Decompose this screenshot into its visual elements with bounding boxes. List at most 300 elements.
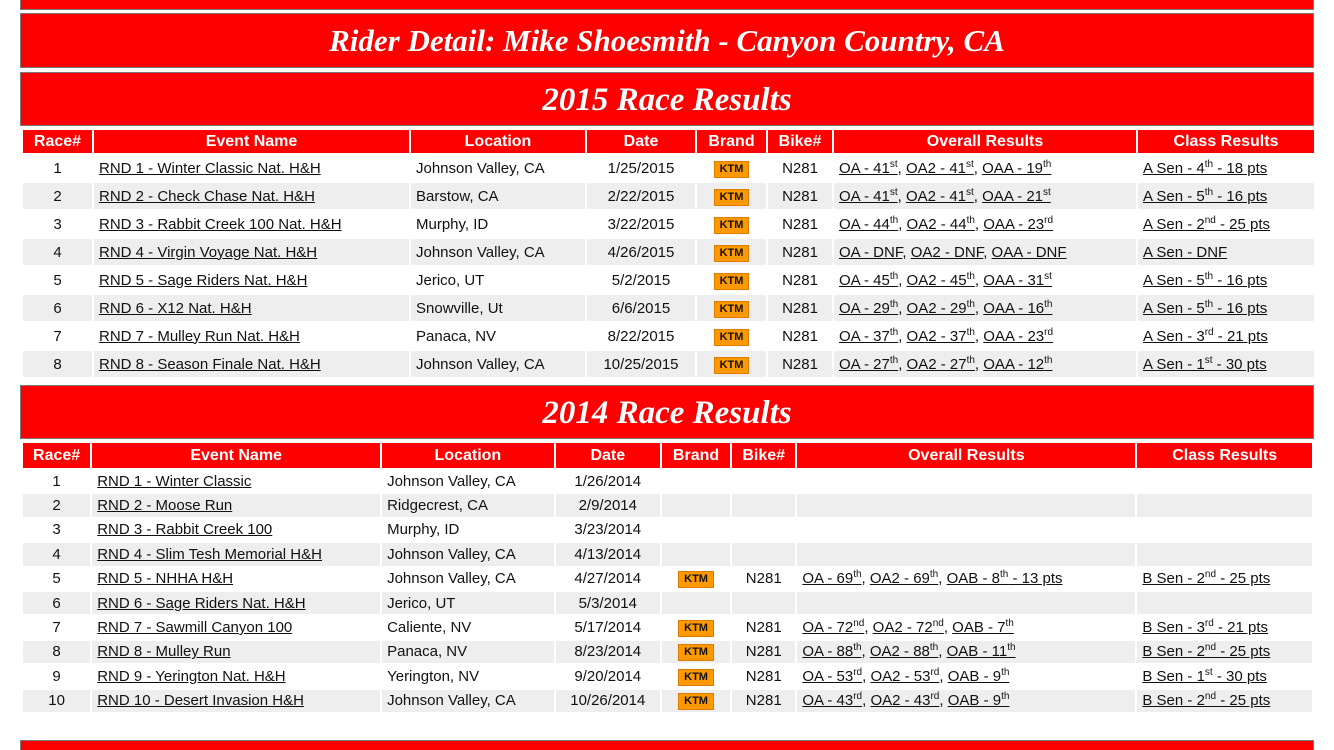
race-number: 5	[23, 568, 90, 590]
date: 8/22/2015	[587, 323, 695, 349]
overall-results: OA - 45th, OA2 - 45th, OAA - 31st	[834, 267, 1136, 293]
class-result-link[interactable]	[1142, 643, 1270, 660]
event-link[interactable]: RND 4 - Slim Tesh Memorial H&H	[97, 545, 322, 563]
event-link[interactable]: RND 5 - NHHA H&H	[97, 570, 234, 588]
result-label: OA - 27	[839, 355, 890, 373]
overall-results: OA - 37th, OA2 - 37th, OAA - 23rd	[834, 323, 1136, 349]
overall-result-link[interactable]	[839, 160, 898, 177]
brand-badge: KTM	[678, 620, 714, 637]
points-text: - 16 pts	[1213, 271, 1268, 289]
result-label: OA2 - 53	[870, 667, 931, 685]
brand-badge: KTM	[714, 329, 750, 346]
race-number: 6	[23, 295, 92, 321]
ordinal-suffix: th	[1204, 186, 1214, 198]
overall-result-link[interactable]	[802, 643, 861, 660]
ordinal-suffix: th	[889, 298, 899, 310]
date: 10/26/2014	[556, 690, 660, 712]
brand-badge: KTM	[678, 693, 714, 710]
result-label: OA - 72	[802, 619, 854, 637]
date: 1/25/2015	[587, 155, 695, 181]
col-brand: Brand	[662, 443, 730, 468]
date: 3/23/2014	[556, 519, 660, 541]
location: Snowville, Ut	[411, 295, 585, 321]
result-label: OAA - 23	[983, 215, 1045, 233]
table-row	[23, 665, 1312, 687]
overall-result-link[interactable]	[839, 272, 898, 289]
race-number: 4	[23, 543, 90, 565]
event-link[interactable]: RND 7 - Mulley Run Nat. H&H	[99, 327, 300, 345]
date: 9/20/2014	[556, 665, 660, 687]
result-label: OAB - 9	[947, 692, 1002, 710]
table-row	[23, 239, 1314, 265]
ordinal-suffix: th	[1204, 298, 1214, 310]
points-text: - 25 pts	[1216, 643, 1271, 661]
overall-result-link[interactable]	[907, 356, 975, 373]
result-label: OA2 - DNF	[910, 243, 984, 261]
brand-cell	[697, 211, 766, 237]
event-link[interactable]: RND 8 - Mulley Run	[97, 643, 231, 661]
event-link[interactable]: RND 9 - Yerington Nat. H&H	[97, 667, 286, 685]
table-row	[23, 470, 1312, 492]
result-label: B Sen - 2	[1142, 643, 1205, 661]
bike-number: N281	[732, 690, 795, 712]
class-results	[1138, 155, 1314, 181]
col-event: Event Name	[92, 443, 380, 468]
ordinal-suffix: rd	[1204, 618, 1214, 630]
result-label: OA2 - 69	[869, 570, 930, 588]
ordinal-suffix: th	[1204, 158, 1214, 170]
result-label: OAA - 12	[983, 355, 1045, 373]
col-overall: Overall Results	[834, 130, 1136, 153]
event-cell	[94, 267, 409, 293]
class-results	[1137, 494, 1312, 516]
location: Panaca, NV	[382, 641, 554, 663]
race-number: 2	[23, 494, 90, 516]
ordinal-suffix: st	[1204, 666, 1213, 678]
race-number: 10	[23, 690, 90, 712]
result-label: OA - 41	[839, 187, 890, 205]
result-label: OAA - 16	[983, 299, 1045, 317]
overall-results: OA - 41st, OA2 - 41st, OAA - 21st	[834, 183, 1136, 209]
result-label: OA2 - 37	[906, 327, 967, 345]
overall-result-link[interactable]	[992, 244, 1067, 261]
points-text: - 30 pts	[1212, 667, 1267, 685]
ordinal-suffix: nd	[1204, 691, 1217, 703]
overall-result-link[interactable]	[983, 272, 1052, 289]
class-results	[1137, 470, 1312, 492]
points-text: - 21 pts	[1213, 619, 1269, 637]
bike-number: N281	[768, 239, 832, 265]
race-number: 2	[23, 183, 92, 209]
location: Johnson Valley, CA	[382, 543, 554, 565]
points-text: - 16 pts	[1213, 299, 1268, 317]
event-link[interactable]: RND 6 - Sage Riders Nat. H&H	[97, 594, 306, 612]
overall-result-link[interactable]	[907, 300, 975, 317]
event-cell	[92, 665, 380, 687]
result-label: OA - 69	[802, 570, 854, 588]
location: Murphy, ID	[411, 211, 585, 237]
overall-result-link[interactable]	[873, 619, 944, 636]
ordinal-suffix: th	[929, 642, 939, 654]
rider-title-banner	[20, 13, 1314, 68]
ordinal-suffix: st	[966, 158, 974, 170]
class-result-link[interactable]	[1143, 244, 1227, 261]
table-row	[23, 543, 1312, 565]
event-cell	[92, 690, 380, 712]
ordinal-suffix: nd	[1204, 642, 1217, 654]
event-cell	[92, 519, 380, 541]
class-results	[1138, 239, 1314, 265]
brand-badge: KTM	[714, 357, 750, 374]
overall-result-link[interactable]	[870, 668, 939, 685]
overall-result-link[interactable]	[948, 668, 1010, 685]
location: Ridgecrest, CA	[382, 494, 554, 516]
result-label: OAA - 23	[983, 327, 1045, 345]
overall-result-link[interactable]	[839, 244, 902, 261]
bike-number: N281	[732, 616, 795, 638]
class-result-link[interactable]	[1143, 328, 1268, 345]
bike-number: N281	[732, 641, 795, 663]
date: 3/22/2015	[587, 211, 695, 237]
class-results	[1137, 665, 1312, 687]
overall-results: OA - 88th, OA2 - 88th, OAB - 11th	[797, 641, 1135, 663]
brand-cell	[662, 690, 730, 712]
event-link[interactable]: RND 7 - Sawmill Canyon 100	[97, 619, 293, 637]
overall-result-link[interactable]	[983, 300, 1052, 317]
bike-number	[732, 470, 795, 492]
class-result-link[interactable]	[1143, 356, 1267, 373]
overall-results: OA - 69th, OA2 - 69th, OAB - 8th - 13 pts	[797, 568, 1135, 590]
brand-badge: KTM	[714, 217, 750, 234]
ordinal-suffix: th	[1001, 691, 1010, 703]
race-number: 8	[23, 641, 90, 663]
event-link[interactable]: RND 1 - Winter Classic	[97, 472, 252, 490]
race-number: 3	[23, 211, 92, 237]
event-cell	[94, 183, 409, 209]
class-result-link[interactable]	[1142, 570, 1270, 587]
bike-number: N281	[732, 665, 795, 687]
overall-result-link[interactable]	[802, 692, 862, 709]
result-label: OAB - 9	[947, 667, 1002, 685]
overall-results: OA - 27th, OA2 - 27th, OAA - 12th	[834, 351, 1136, 377]
event-link[interactable]: RND 2 - Moose Run	[97, 497, 233, 515]
date: 8/23/2014	[556, 641, 660, 663]
event-link[interactable]: RND 8 - Season Finale Nat. H&H	[99, 355, 321, 373]
overall-results: OA - 72nd, OA2 - 72nd, OAB - 7th	[797, 616, 1135, 638]
ordinal-suffix: th	[1001, 666, 1010, 678]
overall-results	[797, 543, 1135, 565]
ordinal-suffix: st	[1043, 186, 1051, 198]
result-label: OAA - 31	[983, 271, 1045, 289]
result-label: OA - 88	[802, 643, 854, 661]
ordinal-suffix: rd	[1044, 214, 1054, 226]
result-label: OA - 43	[802, 692, 854, 710]
class-results	[1138, 211, 1314, 237]
overall-result-link[interactable]	[802, 619, 864, 636]
ordinal-suffix: th	[966, 298, 975, 310]
ordinal-suffix: st	[966, 186, 974, 198]
location: Jerico, UT	[382, 592, 554, 614]
class-results	[1138, 295, 1314, 321]
rider-title: Rider Detail: Mike Shoesmith - Canyon Country, CA	[329, 23, 1005, 58]
bike-number: N281	[732, 568, 795, 590]
table-row	[23, 267, 1314, 293]
ordinal-suffix: st	[1044, 270, 1052, 282]
location: Panaca, NV	[411, 323, 585, 349]
col-race: Race#	[23, 443, 90, 468]
overall-result-link[interactable]	[802, 570, 861, 587]
event-cell	[94, 323, 409, 349]
overall-result-link[interactable]	[839, 328, 898, 345]
date: 4/13/2014	[556, 543, 660, 565]
result-label: OA2 - 44	[906, 215, 967, 233]
class-results	[1137, 616, 1312, 638]
ordinal-suffix: th	[966, 326, 975, 338]
results-table-2014	[21, 441, 1314, 714]
overall-result-link[interactable]	[952, 619, 1014, 636]
col-overall: Overall Results	[797, 443, 1135, 468]
col-location: Location	[382, 443, 554, 468]
brand-cell	[662, 470, 730, 492]
class-results	[1137, 641, 1312, 663]
bike-number: N281	[768, 155, 832, 181]
brand-cell	[662, 519, 730, 541]
table-row	[23, 690, 1312, 712]
event-cell	[92, 616, 380, 638]
class-results	[1138, 323, 1314, 349]
overall-result-link[interactable]	[870, 570, 938, 587]
ordinal-suffix: rd	[853, 666, 863, 678]
bottom-red-strip	[20, 740, 1314, 750]
result-label: OA - 53	[802, 667, 854, 685]
overall-result-link[interactable]	[907, 328, 975, 345]
overall-result-link[interactable]	[982, 188, 1051, 205]
race-number: 5	[23, 267, 92, 293]
overall-result-link[interactable]	[983, 216, 1053, 233]
class-results	[1137, 690, 1312, 712]
event-cell	[94, 211, 409, 237]
event-cell	[92, 568, 380, 590]
overall-results: OA - 53rd, OA2 - 53rd, OAB - 9th	[797, 665, 1135, 687]
event-link[interactable]: RND 3 - Rabbit Creek 100	[97, 521, 273, 539]
result-label: OAA - 21	[982, 187, 1044, 205]
section-2015-title: 2015 Race Results	[542, 82, 792, 118]
result-label: OA2 - 45	[906, 271, 967, 289]
result-label: OA2 - 41	[905, 159, 967, 177]
brand-cell	[697, 267, 766, 293]
brand-badge: KTM	[678, 571, 714, 588]
location: Yerington, NV	[382, 665, 554, 687]
location: Johnson Valley, CA	[382, 470, 554, 492]
brand-badge: KTM	[678, 669, 714, 686]
table-row	[23, 616, 1312, 638]
race-number: 8	[23, 351, 92, 377]
ordinal-suffix: nd	[853, 618, 865, 630]
date: 1/26/2014	[556, 470, 660, 492]
brand-cell	[697, 295, 766, 321]
overall-results	[797, 592, 1135, 614]
race-number: 9	[23, 665, 90, 687]
bike-number: N281	[768, 183, 832, 209]
result-label: OA - 29	[839, 299, 890, 317]
brand-cell	[697, 351, 766, 377]
overall-result-link[interactable]	[982, 160, 1051, 177]
brand-cell	[697, 155, 766, 181]
overall-result-link[interactable]	[802, 668, 862, 685]
ordinal-suffix: rd	[1204, 326, 1214, 338]
points-text: - 13 pts	[1008, 570, 1063, 588]
overall-result-link[interactable]	[906, 160, 974, 177]
bike-number: N281	[768, 211, 832, 237]
points-text: - 21 pts	[1213, 327, 1268, 345]
overall-result-link[interactable]	[839, 300, 898, 317]
brand-badge: KTM	[714, 301, 750, 318]
result-label: A Sen - 4	[1143, 159, 1205, 177]
overall-result-link[interactable]	[906, 188, 974, 205]
points-text: - 25 pts	[1215, 215, 1271, 233]
table-header-row	[23, 130, 1314, 153]
col-location: Location	[411, 130, 585, 153]
overall-result-link[interactable]	[911, 244, 984, 261]
result-label: OA - 45	[839, 271, 890, 289]
bike-number: N281	[768, 295, 832, 321]
result-label: OAB - 7	[952, 619, 1006, 637]
event-cell	[92, 641, 380, 663]
ordinal-suffix: th	[966, 270, 975, 282]
overall-result-link[interactable]	[947, 570, 1063, 587]
class-result-link[interactable]	[1143, 160, 1267, 177]
result-label: OAA - DNF	[991, 243, 1067, 261]
brand-cell	[697, 183, 766, 209]
col-class: Class Results	[1138, 130, 1314, 153]
ordinal-suffix: th	[889, 354, 899, 366]
table-row	[23, 494, 1312, 516]
section-2014-banner	[20, 385, 1314, 439]
class-results	[1138, 351, 1314, 377]
brand-badge: KTM	[714, 161, 750, 178]
location: Johnson Valley, CA	[382, 690, 554, 712]
result-label: OAA - 19	[982, 159, 1044, 177]
ordinal-suffix: nd	[932, 618, 944, 630]
location: Johnson Valley, CA	[411, 239, 585, 265]
overall-result-link[interactable]	[983, 328, 1053, 345]
result-label: B Sen - 2	[1142, 570, 1205, 588]
class-result-link[interactable]	[1142, 668, 1267, 685]
overall-result-link[interactable]	[839, 188, 898, 205]
date: 5/17/2014	[556, 616, 660, 638]
result-label: OA - 37	[839, 327, 890, 345]
section-2014-title: 2014 Race Results	[542, 395, 792, 431]
date: 2/9/2014	[556, 494, 660, 516]
brand-badge: KTM	[714, 245, 750, 262]
result-label: B Sen - 1	[1142, 667, 1205, 685]
ordinal-suffix: st	[889, 186, 898, 198]
event-link[interactable]: RND 10 - Desert Invasion H&H	[97, 692, 304, 710]
class-result-link[interactable]	[1142, 692, 1270, 709]
class-result-link[interactable]	[1142, 619, 1268, 636]
event-link[interactable]: RND 1 - Winter Classic Nat. H&H	[99, 159, 321, 177]
ordinal-suffix: th	[1204, 270, 1214, 282]
overall-result-link[interactable]	[947, 643, 1016, 660]
result-label: OAB - 11	[946, 643, 1008, 661]
event-cell	[94, 351, 409, 377]
event-link[interactable]: RND 5 - Sage Riders Nat. H&H	[99, 271, 308, 289]
class-result-link[interactable]	[1143, 188, 1267, 205]
col-bike: Bike#	[732, 443, 795, 468]
overall-results	[797, 494, 1135, 516]
col-race: Race#	[23, 130, 92, 153]
overall-result-link[interactable]	[839, 216, 898, 233]
location: Johnson Valley, CA	[382, 568, 554, 590]
event-link[interactable]: RND 6 - X12 Nat. H&H	[99, 299, 252, 317]
event-link[interactable]: RND 3 - Rabbit Creek 100 Nat. H&H	[99, 215, 342, 233]
class-result-link[interactable]	[1143, 300, 1267, 317]
points-text: - 25 pts	[1216, 570, 1271, 588]
ordinal-suffix: th	[999, 569, 1009, 581]
points-text: - 25 pts	[1216, 692, 1271, 710]
ordinal-suffix: st	[889, 158, 898, 170]
race-number: 3	[23, 519, 90, 541]
ordinal-suffix: th	[966, 354, 975, 366]
class-result-link[interactable]	[1143, 216, 1270, 233]
table-body-2015	[23, 155, 1314, 377]
result-label: A Sen - 1	[1143, 355, 1205, 373]
table-row	[23, 155, 1314, 181]
location: Jerico, UT	[411, 267, 585, 293]
bike-number: N281	[768, 323, 832, 349]
result-label: OA2 - 29	[906, 299, 967, 317]
ordinal-suffix: th	[1005, 618, 1014, 630]
overall-result-link[interactable]	[870, 643, 938, 660]
date: 4/26/2015	[587, 239, 695, 265]
class-results	[1137, 592, 1312, 614]
ordinal-suffix: th	[889, 326, 899, 338]
location: Caliente, NV	[382, 616, 554, 638]
overall-result-link[interactable]	[870, 692, 939, 709]
col-date: Date	[587, 130, 695, 153]
event-cell	[94, 295, 409, 321]
section-2015-banner	[20, 72, 1314, 126]
result-label: OA - 41	[839, 159, 890, 177]
overall-result-link[interactable]	[983, 356, 1052, 373]
bike-number	[732, 494, 795, 516]
class-result-link[interactable]	[1143, 272, 1267, 289]
result-label: OAB - 8	[946, 570, 1000, 588]
result-label: OA - DNF	[839, 243, 903, 261]
location: Johnson Valley, CA	[411, 155, 585, 181]
ordinal-suffix: th	[853, 642, 862, 654]
brand-cell	[697, 323, 766, 349]
result-label: A Sen - 5	[1143, 187, 1205, 205]
brand-cell	[662, 641, 730, 663]
race-number: 1	[23, 155, 92, 181]
event-link[interactable]: RND 2 - Check Chase Nat. H&H	[99, 187, 315, 205]
brand-cell	[662, 494, 730, 516]
result-label: A Sen - 2	[1143, 215, 1205, 233]
overall-result-link[interactable]	[907, 216, 975, 233]
date: 5/3/2014	[556, 592, 660, 614]
result-label: OA2 - 43	[870, 692, 931, 710]
overall-result-link[interactable]	[948, 692, 1010, 709]
overall-result-link[interactable]	[839, 356, 898, 373]
brand-cell	[662, 592, 730, 614]
table-row	[23, 568, 1312, 590]
class-results	[1138, 267, 1314, 293]
ordinal-suffix: rd	[853, 691, 863, 703]
event-link[interactable]: RND 4 - Virgin Voyage Nat. H&H	[99, 243, 318, 261]
col-class: Class Results	[1137, 443, 1312, 468]
overall-result-link[interactable]	[907, 272, 975, 289]
